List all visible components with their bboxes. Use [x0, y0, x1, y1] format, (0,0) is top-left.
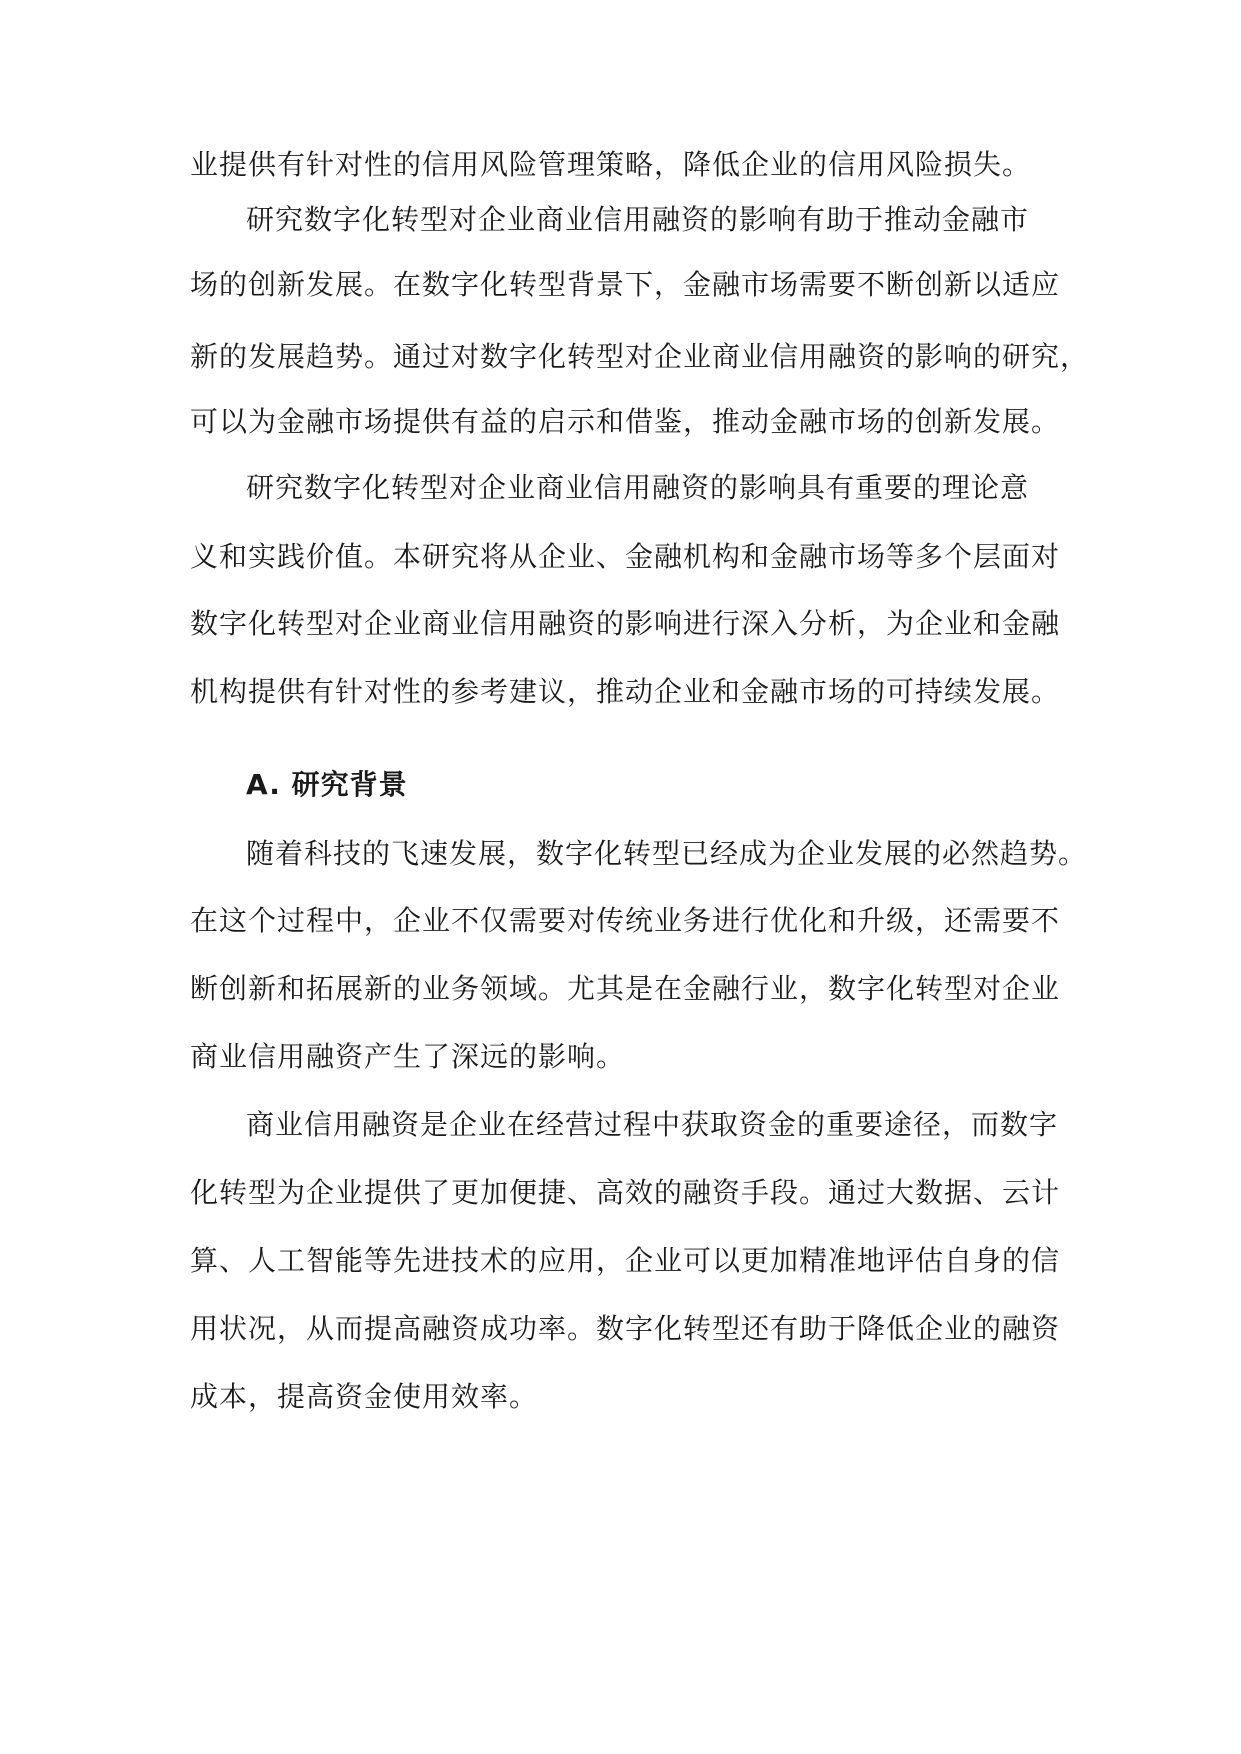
- paragraph-line: 场的创新发展。在数字化转型背景下，金融市场需要不断创新以适应: [190, 268, 1061, 301]
- paragraph-line: 化转型为企业提供了更加便捷、高效的融资手段。通过大数据、云计: [190, 1176, 1061, 1209]
- paragraph-line: 数字化转型对企业商业信用融资的影响进行深入分析，为企业和金融: [190, 607, 1061, 640]
- paragraph-line: 用状况，从而提高融资成功率。数字化转型还有助于降低企业的融资: [190, 1312, 1061, 1345]
- paragraph-line: 研究数字化转型对企业商业信用融资的影响具有重要的理论意: [246, 471, 1030, 504]
- paragraph-line: 算、人工智能等先进技术的应用，企业可以更加精准地评估自身的信: [190, 1244, 1061, 1277]
- section-heading: A. 研究背景: [246, 768, 408, 801]
- paragraph-line: 新的发展趋势。通过对数字化转型对企业商业信用融资的影响的研究，: [190, 340, 1090, 373]
- paragraph-line: 断创新和拓展新的业务领域。尤其是在金融行业，数字化转型对企业: [190, 972, 1061, 1005]
- paragraph-line: 义和实践价值。本研究将从企业、金融机构和金融市场等多个层面对: [190, 540, 1061, 573]
- paragraph-line: 在这个过程中，企业不仅需要对传统业务进行优化和升级，还需要不: [190, 904, 1061, 937]
- paragraph-line: 机构提供有针对性的参考建议，推动企业和金融市场的可持续发展。: [190, 675, 1061, 708]
- paragraph-line: 业提供有针对性的信用风险管理策略，降低企业的信用风险损失。: [190, 148, 1032, 181]
- paragraph-line: 随着科技的飞速发展，数字化转型已经成为企业发展的必然趋势。: [246, 837, 1088, 870]
- paragraph-line: 商业信用融资产生了深远的影响。: [190, 1040, 626, 1073]
- paragraph-line: 成本，提高资金使用效率。: [190, 1380, 539, 1413]
- paragraph-line: 商业信用融资是企业在经营过程中获取资金的重要途径，而数字: [246, 1108, 1059, 1141]
- paragraph-line: 可以为金融市场提供有益的启示和借鉴，推动金融市场的创新发展。: [190, 405, 1061, 438]
- paragraph-line: 研究数字化转型对企业商业信用融资的影响有助于推动金融市: [246, 203, 1030, 236]
